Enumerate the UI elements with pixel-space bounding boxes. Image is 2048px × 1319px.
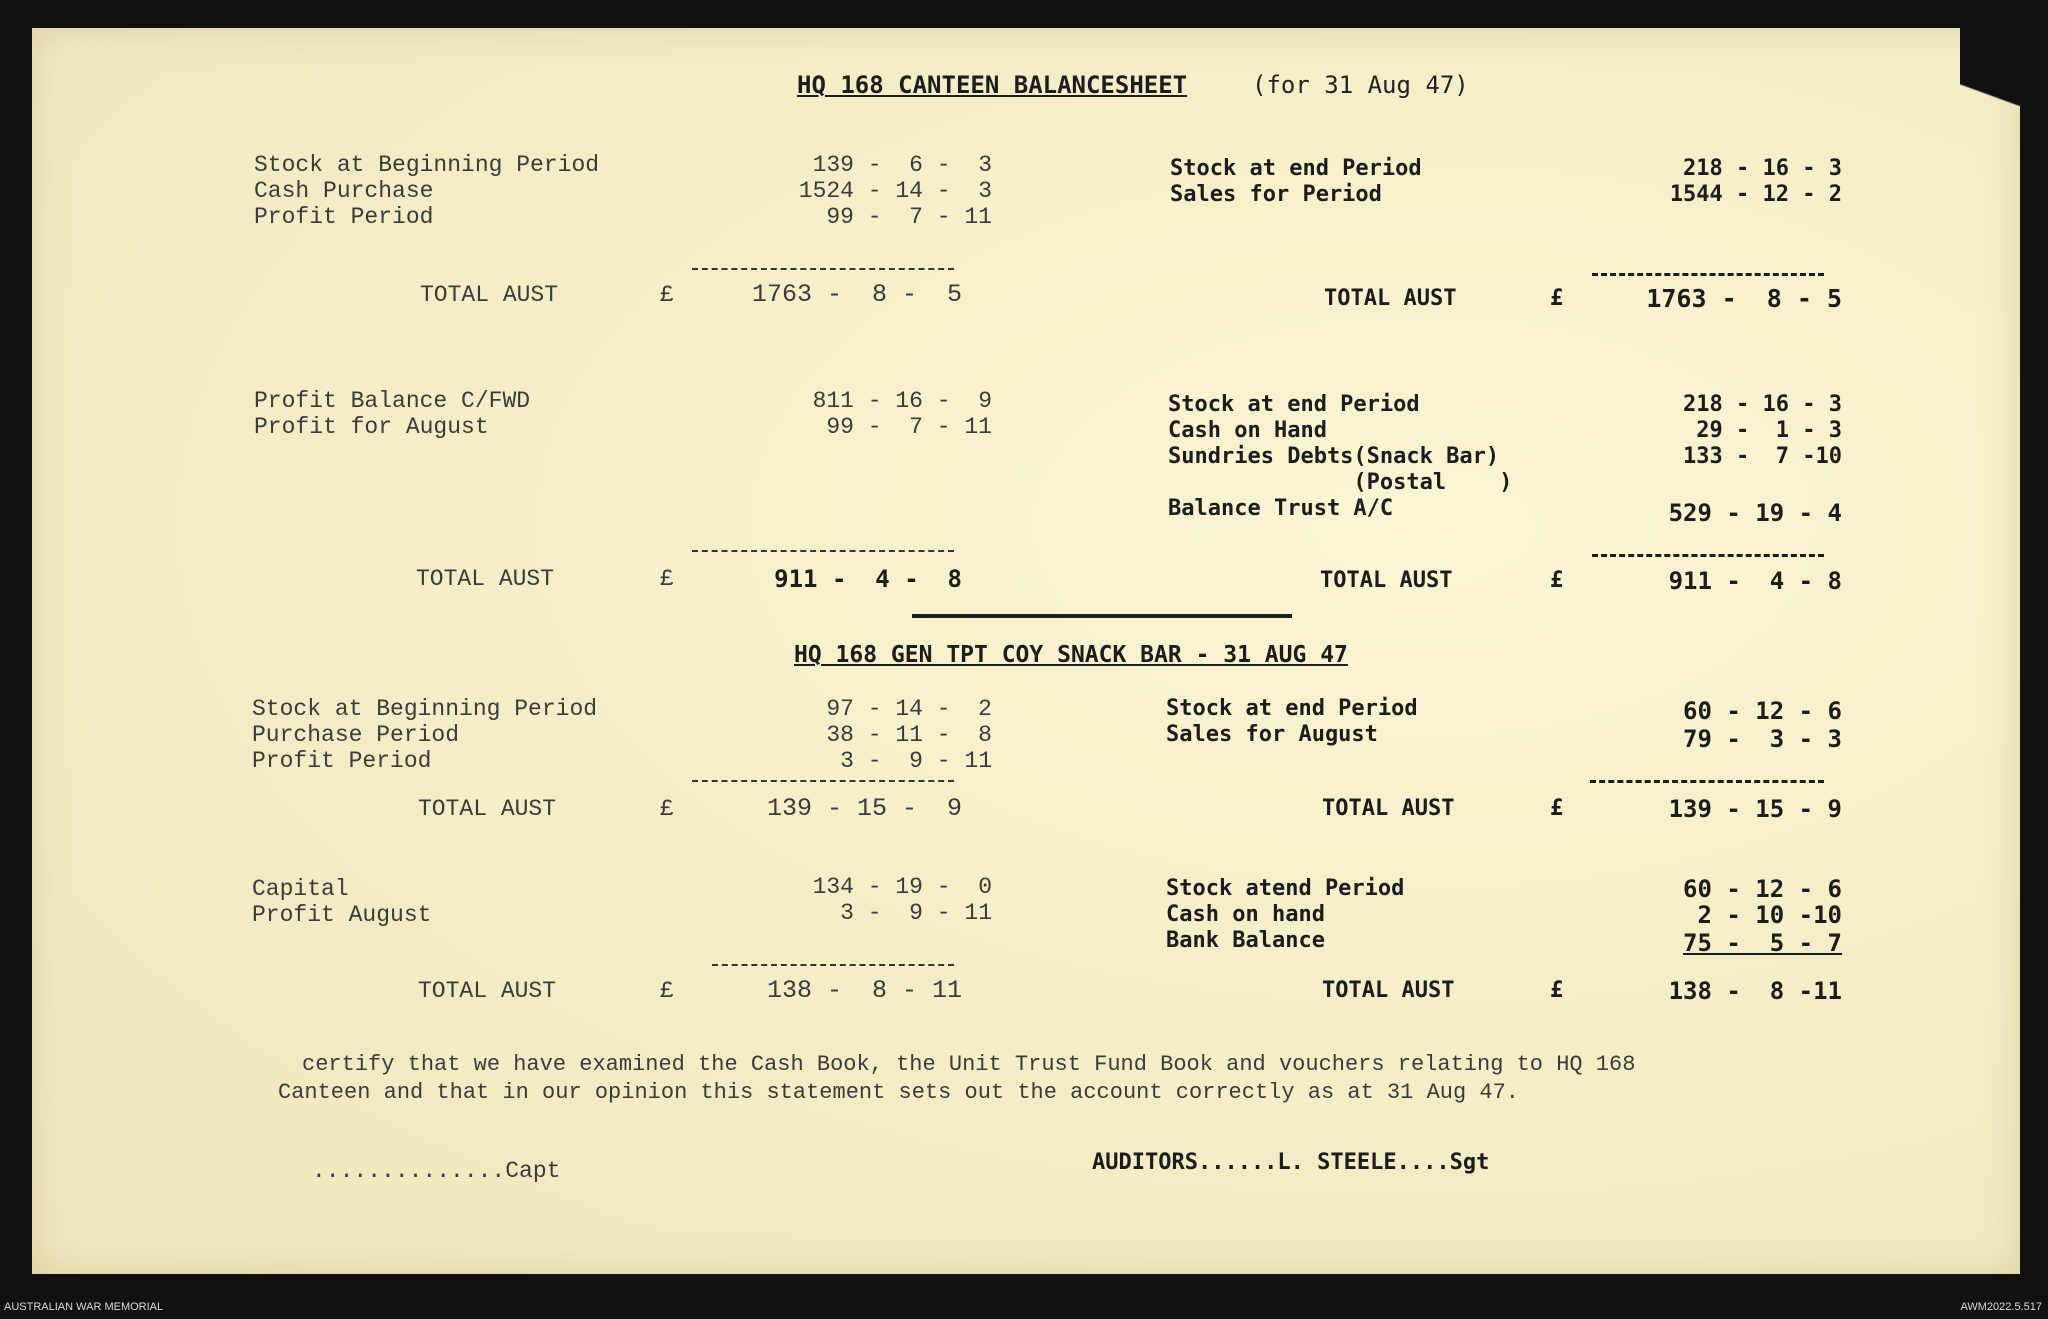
- row-value: 3 - 9 - 11: [840, 748, 992, 774]
- page-title-date: (for 31 Aug 47): [1252, 71, 1469, 99]
- row-label: Balance Trust A/C: [1168, 496, 1394, 521]
- total-value: 1763 - 8 - 5: [1646, 284, 1842, 313]
- currency-symbol: £: [660, 978, 674, 1004]
- row-label: Bank Balance: [1166, 928, 1325, 953]
- total-value: 139 - 15 - 9: [766, 794, 962, 823]
- total-rule: [1592, 273, 1824, 276]
- row-value: 133 - 7 -10: [1683, 444, 1842, 469]
- total-rule: [692, 780, 954, 782]
- row-value: 60 - 12 - 6: [1683, 875, 1842, 903]
- row-value: 218 - 16 - 3: [1683, 156, 1842, 181]
- row-value: 38 - 11 - 8: [826, 722, 992, 748]
- row-value: 99 - 7 - 11: [826, 204, 992, 230]
- row-label: Cash on Hand: [1168, 418, 1327, 443]
- total-value: 139 - 15 - 9: [1668, 795, 1842, 823]
- total-label: TOTAL AUST: [418, 796, 557, 822]
- row-value: 75 - 5 - 7: [1683, 929, 1842, 957]
- total-label: TOTAL AUST: [1320, 568, 1453, 593]
- row-label: Stock atend Period: [1166, 876, 1405, 901]
- total-value: 138 - 8 - 11: [766, 976, 962, 1005]
- row-label: Profit August: [252, 902, 432, 928]
- row-label: Purchase Period: [252, 722, 460, 748]
- total-label: TOTAL AUST: [416, 566, 555, 592]
- currency-symbol: £: [1550, 286, 1564, 311]
- accession-number: AWM2022.5.517: [1960, 1301, 2042, 1313]
- total-value: 138 - 8 -11: [1668, 977, 1842, 1005]
- row-value: 2 - 10 -10: [1697, 901, 1842, 929]
- section-heading: HQ 168 GEN TPT COY SNACK BAR - 31 AUG 47: [794, 642, 1348, 668]
- certification-line-2: Canteen and that in our opinion this statement sets out the account correctly as at 31 Aug 47.: [278, 1080, 1520, 1105]
- total-label: TOTAL AUST: [420, 282, 559, 308]
- total-label: TOTAL AUST: [1322, 796, 1455, 821]
- currency-symbol: £: [660, 796, 674, 822]
- currency-symbol: £: [1550, 568, 1564, 593]
- row-value: 29 - 1 - 3: [1696, 418, 1842, 443]
- row-label: (Postal ): [1168, 470, 1513, 495]
- currency-symbol: £: [1550, 978, 1564, 1003]
- row-label: Profit Period: [254, 204, 434, 230]
- total-rule: [1590, 780, 1824, 783]
- row-value: 60 - 12 - 6: [1683, 697, 1842, 725]
- row-label: Sundries Debts(Snack Bar): [1168, 444, 1500, 469]
- row-value: 811 - 16 - 9: [812, 388, 992, 414]
- row-value: 99 - 7 - 11: [826, 414, 992, 440]
- row-label: Capital: [252, 876, 349, 902]
- total-rule: [712, 964, 954, 966]
- row-value: 97 - 14 - 2: [826, 696, 992, 722]
- row-label: Stock at end Period: [1168, 392, 1420, 417]
- row-value: 1544 - 12 - 2: [1669, 182, 1842, 207]
- row-label: Sales for August: [1166, 722, 1378, 747]
- section-divider: [912, 614, 1292, 618]
- currency-symbol: £: [1550, 796, 1564, 821]
- total-value: 911 - 4 - 8: [1668, 567, 1842, 595]
- total-value: 1763 - 8 - 5: [751, 280, 962, 309]
- row-label: Cash Purchase: [254, 178, 434, 204]
- row-label: Profit Balance C/FWD: [254, 388, 531, 414]
- total-label: TOTAL AUST: [1322, 978, 1455, 1003]
- row-label: Stock at end Period: [1170, 156, 1422, 181]
- row-label: Profit for August: [254, 414, 489, 440]
- row-label: Sales for Period: [1170, 182, 1382, 207]
- row-label: Stock at end Period: [1166, 696, 1418, 721]
- row-label: Stock at Beginning Period: [252, 696, 598, 722]
- row-label: Cash on hand: [1166, 902, 1325, 927]
- row-value: 134 - 19 - 0: [812, 874, 992, 900]
- source-credit: AUSTRALIAN WAR MEMORIAL: [4, 1301, 164, 1313]
- total-rule: [692, 268, 954, 270]
- row-label: Profit Period: [252, 748, 432, 774]
- currency-symbol: £: [660, 566, 674, 592]
- folded-corner: [1960, 28, 2020, 178]
- total-rule: [692, 550, 954, 552]
- certification-line-1: certify that we have examined the Cash Book, the Unit Trust Fund Book and vouchers relating to HQ 168: [302, 1052, 1636, 1077]
- row-value: 79 - 3 - 3: [1683, 725, 1842, 753]
- total-label: TOTAL AUST: [418, 978, 557, 1004]
- page-title: HQ 168 CANTEEN BALANCESHEET: [797, 71, 1188, 99]
- currency-symbol: £: [660, 282, 674, 308]
- row-value: 139 - 6 - 3: [812, 152, 992, 178]
- row-value: 218 - 16 - 3: [1683, 392, 1842, 417]
- total-label: TOTAL AUST: [1324, 286, 1457, 311]
- signature-auditors: AUDITORS......L. STEELE....Sgt: [1092, 1150, 1490, 1175]
- row-value: 1524 - 14 - 3: [798, 178, 992, 204]
- total-value: 911 - 4 - 8: [774, 565, 962, 593]
- total-rule: [1592, 554, 1824, 557]
- row-value: 3 - 9 - 11: [840, 900, 992, 926]
- row-label: Stock at Beginning Period: [254, 152, 600, 178]
- row-value: 529 - 19 - 4: [1668, 499, 1842, 527]
- signature-captain: ..............Capt: [312, 1158, 561, 1184]
- document-page: [32, 28, 2020, 1274]
